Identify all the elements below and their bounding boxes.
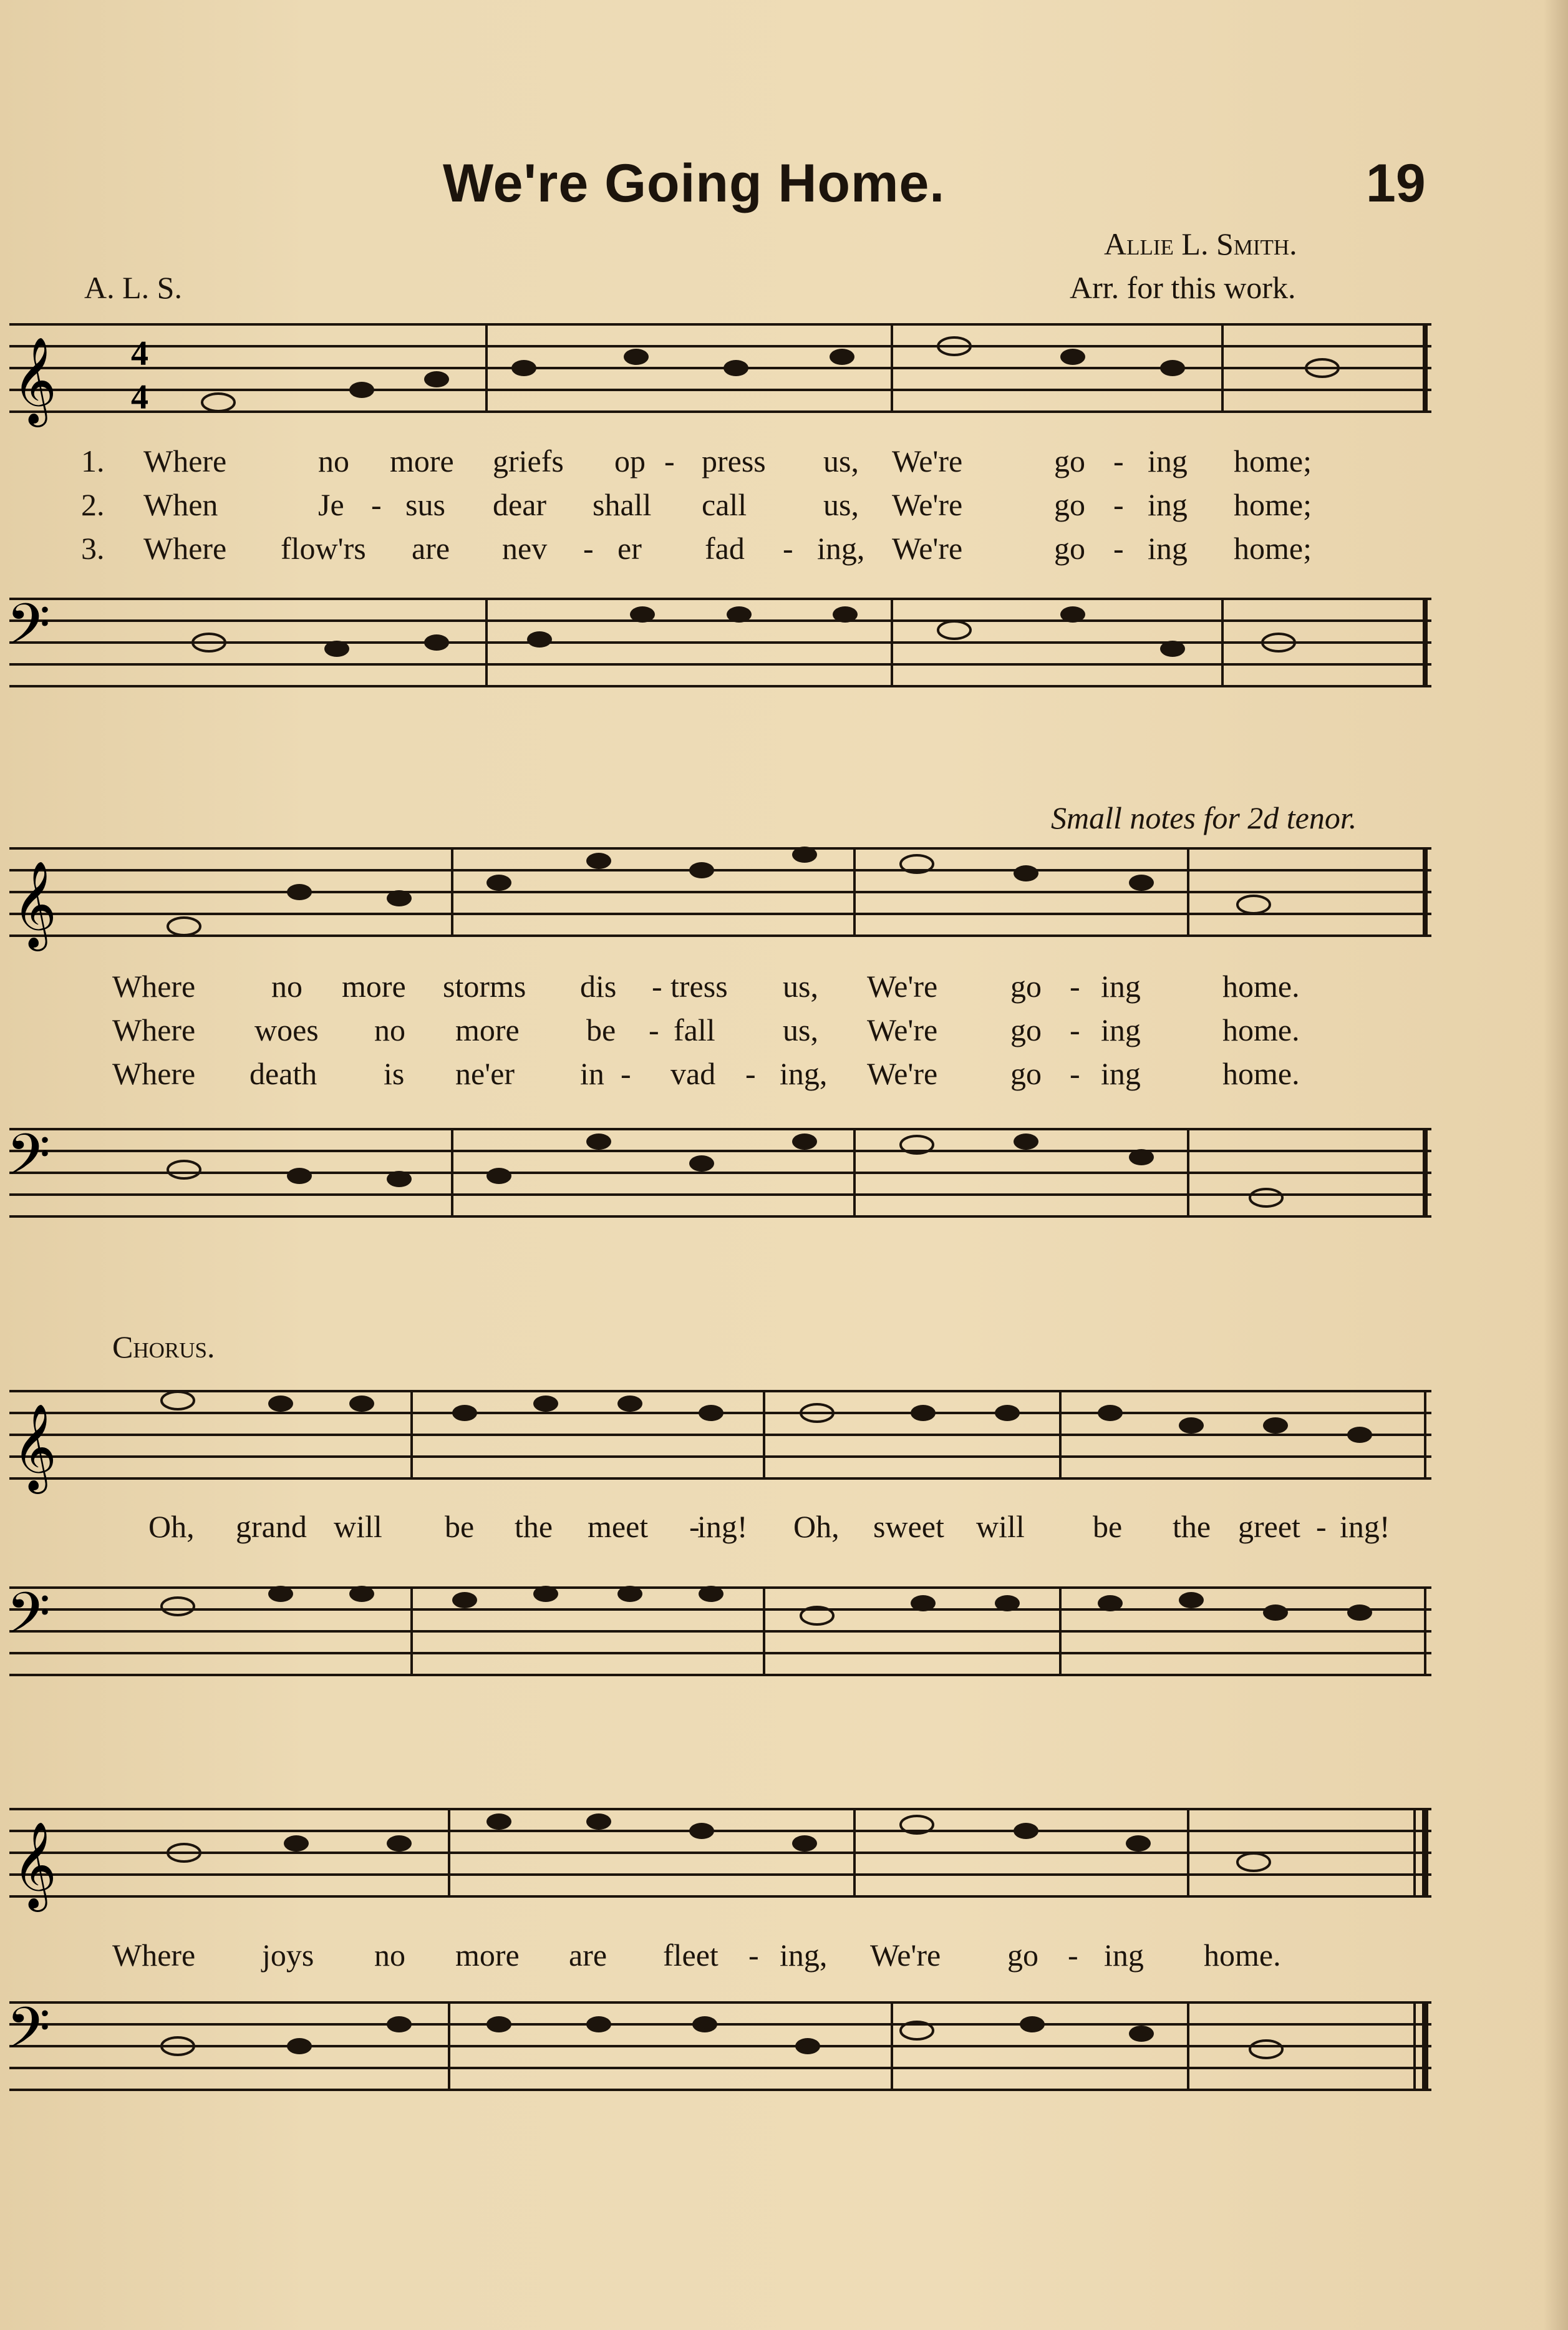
lyric-word: ing	[1101, 969, 1141, 1004]
staff-treble-4	[0, 1797, 1568, 1921]
lyric-hyphen: -	[1113, 531, 1124, 566]
lyric-word: woes	[254, 1012, 319, 1047]
lyric-word: fleet	[663, 1938, 719, 1973]
lyric-word: flow'rs	[281, 531, 366, 566]
lyric-hyphen: -	[748, 1938, 759, 1973]
staff-bass-1	[0, 586, 1568, 711]
svg-text:𝄢: 𝄢	[6, 1995, 51, 2075]
svg-text:𝄞: 𝄞	[12, 337, 57, 424]
lyric-word: more	[455, 1012, 520, 1047]
lyric-hyphen: -	[652, 969, 662, 1004]
lyric-word: in	[580, 1056, 604, 1091]
lyric-hyphen: -	[1070, 1012, 1080, 1047]
lyric-word: tress	[670, 969, 728, 1004]
svg-text:4: 4	[131, 378, 148, 417]
author-initials: A. L. S.	[84, 270, 182, 305]
lyric-word: ing	[1148, 487, 1188, 522]
lyric-word: ing	[1104, 1938, 1144, 1973]
chorus-label: Chorus.	[112, 1329, 215, 1364]
lyric-word: go	[1054, 444, 1085, 478]
lyric-word: Where	[112, 1938, 196, 1973]
lyric-hyphen: -	[1113, 487, 1124, 522]
lyric-word: go	[1010, 1056, 1042, 1091]
verse-number: 1.	[81, 444, 105, 478]
lyric-word: home.	[1222, 969, 1300, 1004]
lyric-word: er	[617, 531, 642, 566]
lyric-word: death	[249, 1056, 317, 1091]
lyric-word: call	[702, 487, 747, 522]
lyric-word: go	[1054, 531, 1085, 566]
staff-bass-3	[0, 1575, 1568, 1700]
lyric-hyphen: -	[1113, 444, 1124, 478]
lyric-word: ing,	[780, 1056, 828, 1091]
lyric-word: home.	[1222, 1012, 1300, 1047]
lyric-word: us,	[823, 444, 859, 478]
lyric-word: Oh,	[148, 1509, 195, 1544]
lyric-word: We're	[892, 531, 963, 566]
lyric-word: ing	[1101, 1056, 1141, 1091]
staff-treble-3	[0, 1379, 1568, 1503]
lyric-word: home;	[1234, 444, 1312, 478]
lyric-word: shall	[593, 487, 652, 522]
lyric-word: sus	[405, 487, 445, 522]
lyric-hyphen: -	[371, 487, 382, 522]
lyric-word: ing!	[1340, 1509, 1390, 1544]
lyric-hyphen: -	[664, 444, 675, 478]
lyric-word: no	[271, 969, 302, 1004]
lyric-word: home;	[1234, 487, 1312, 522]
lyric-word: home;	[1234, 531, 1312, 566]
lyric-word: vad	[670, 1056, 716, 1091]
lyric-word: will	[334, 1509, 382, 1544]
lyric-word: are	[412, 531, 450, 566]
lyric-word: be	[1093, 1509, 1123, 1544]
lyric-word: We're	[867, 1056, 938, 1091]
lyric-word: fall	[674, 1012, 715, 1047]
lyric-word: are	[569, 1938, 607, 1973]
svg-text:𝄞: 𝄞	[12, 1822, 57, 1908]
lyric-word: Oh,	[793, 1509, 840, 1544]
lyric-word: home.	[1204, 1938, 1281, 1973]
svg-text:𝄢: 𝄢	[6, 1122, 51, 1201]
lyric-word: the	[1173, 1509, 1211, 1544]
lyric-word: us,	[823, 487, 859, 522]
lyric-word: We're	[867, 1012, 938, 1047]
svg-text:𝄢: 𝄢	[6, 1580, 51, 1660]
lyric-word: We're	[870, 1938, 941, 1973]
verse-number: 2.	[81, 487, 105, 522]
lyric-word: ing	[1148, 444, 1188, 478]
lyric-word: go	[1007, 1938, 1038, 1973]
lyric-word: us,	[783, 969, 818, 1004]
lyric-word: griefs	[493, 444, 564, 478]
hymn-title: We're Going Home.	[443, 153, 946, 213]
lyric-word: go	[1010, 1012, 1042, 1047]
lyric-word: press	[702, 444, 766, 478]
lyric-word: We're	[892, 487, 963, 522]
lyric-hyphen: -	[583, 531, 594, 566]
lyric-word: be	[445, 1509, 475, 1544]
staff-bass-4	[0, 1990, 1568, 2115]
page-number: 19	[1366, 153, 1426, 213]
lyric-word: sweet	[873, 1509, 944, 1544]
lyric-word: be	[586, 1012, 616, 1047]
lyric-word: go	[1054, 487, 1085, 522]
lyric-word: no	[374, 1012, 405, 1047]
lyric-word: no	[318, 444, 349, 478]
lyric-word: joys	[262, 1938, 314, 1973]
lyric-word: meet	[588, 1509, 649, 1544]
lyric-word: go	[1010, 969, 1042, 1004]
arrangement-credit: Arr. for this work.	[1070, 270, 1296, 305]
lyric-hyphen: -	[689, 1509, 700, 1544]
lyric-word: Where	[112, 1012, 196, 1047]
svg-text:𝄢: 𝄢	[6, 591, 51, 671]
lyric-word: We're	[892, 444, 963, 478]
lyric-word: ing,	[817, 531, 865, 566]
lyric-word: more	[390, 444, 454, 478]
lyric-word: home.	[1222, 1056, 1300, 1091]
verse-1-line-a	[81, 443, 105, 479]
lyric-word: Where	[112, 969, 196, 1004]
lyric-word: Where	[112, 1056, 196, 1091]
lyric-hyphen: -	[649, 1012, 659, 1047]
svg-text:𝄞: 𝄞	[12, 1404, 57, 1490]
lyric-word: ing	[1101, 1012, 1141, 1047]
lyric-word: Where	[143, 531, 227, 566]
svg-text:𝄞: 𝄞	[12, 861, 57, 948]
lyric-word: storms	[443, 969, 526, 1004]
lyric-word: We're	[867, 969, 938, 1004]
lyric-hyphen: -	[621, 1056, 631, 1091]
staff-treble-1	[0, 312, 1568, 437]
lyric-word: no	[374, 1938, 405, 1973]
lyric-word: grand	[236, 1509, 307, 1544]
lyric-word: op	[614, 444, 646, 478]
lyric-word: us,	[783, 1012, 818, 1047]
lyric-word: dis	[580, 969, 617, 1004]
lyric-word: dear	[493, 487, 547, 522]
staff-bass-2	[0, 1117, 1568, 1241]
lyric-word: nev	[502, 531, 548, 566]
lyric-hyphen: -	[1316, 1509, 1327, 1544]
verse-number: 3.	[81, 531, 105, 566]
lyric-word: greet	[1238, 1509, 1300, 1544]
lyric-word: Where	[143, 444, 227, 478]
lyric-word: ne'er	[455, 1056, 515, 1091]
lyric-word: more	[342, 969, 406, 1004]
lyric-word: Je	[318, 487, 344, 522]
lyric-hyphen: -	[745, 1056, 756, 1091]
lyric-word: will	[976, 1509, 1025, 1544]
lyric-hyphen: -	[1070, 969, 1080, 1004]
svg-text:4: 4	[131, 334, 148, 373]
lyric-word: more	[455, 1938, 520, 1973]
staff-treble-2	[0, 836, 1568, 961]
lyric-hyphen: -	[1070, 1056, 1080, 1091]
lyric-word: ing!	[697, 1509, 748, 1544]
lyric-word: the	[515, 1509, 553, 1544]
lyric-hyphen: -	[783, 531, 793, 566]
tenor-note: Small notes for 2d tenor.	[1051, 800, 1357, 835]
lyric-word: fad	[705, 531, 745, 566]
author-credit: Allie L. Smith.	[1104, 226, 1297, 261]
lyric-word: is	[384, 1056, 405, 1091]
lyric-word: ing,	[780, 1938, 828, 1973]
lyric-word: ing	[1148, 531, 1188, 566]
lyric-word: When	[143, 487, 218, 522]
lyric-hyphen: -	[1068, 1938, 1078, 1973]
